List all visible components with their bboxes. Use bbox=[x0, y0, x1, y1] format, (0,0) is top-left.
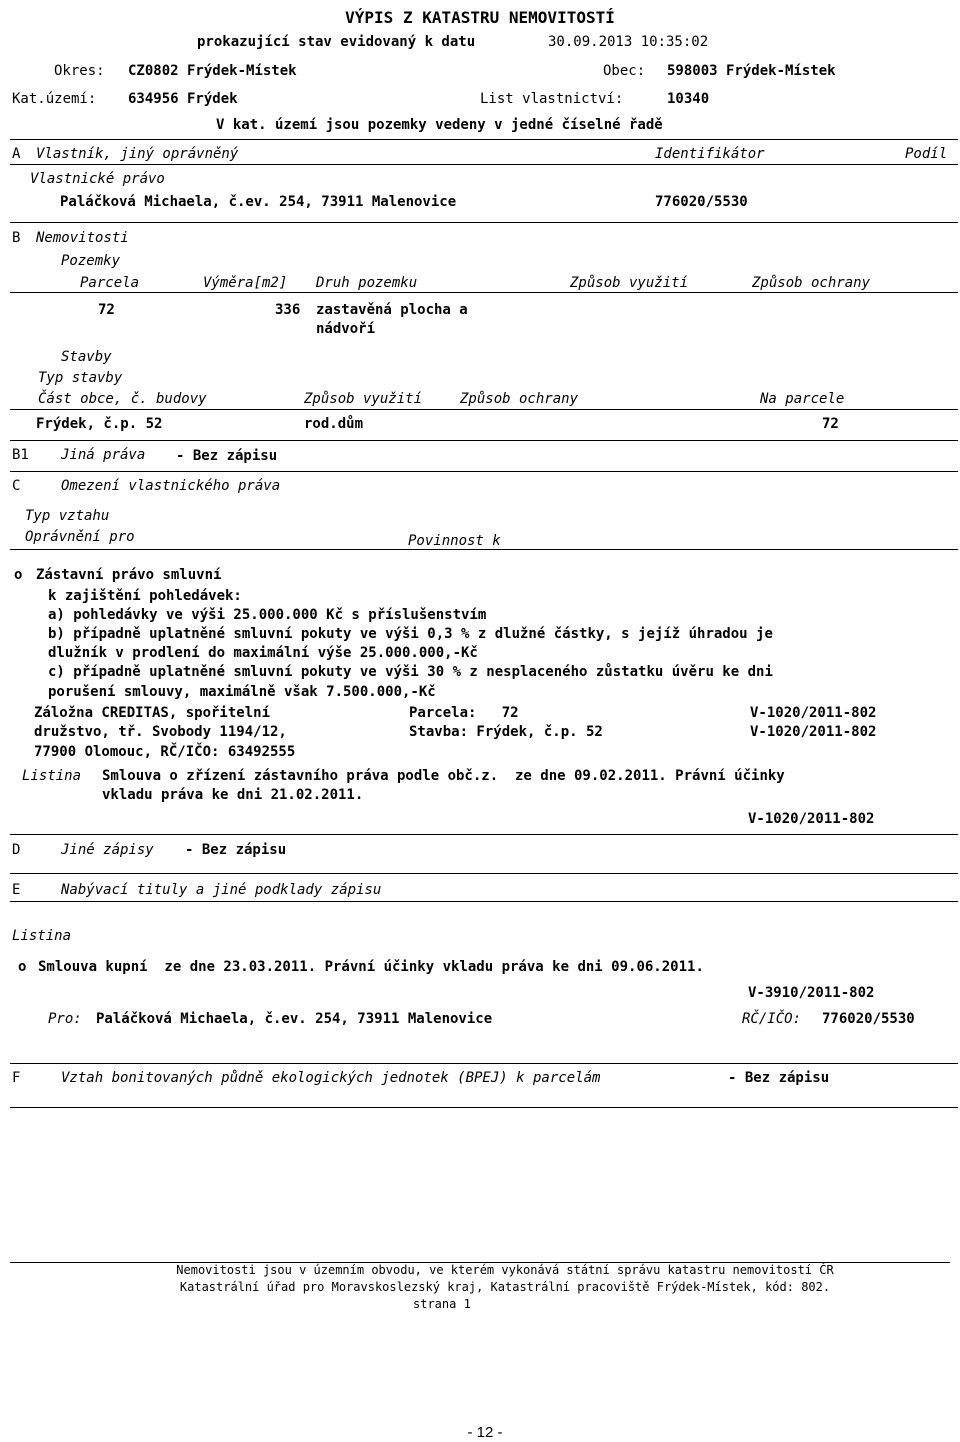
list-value: 10340 bbox=[667, 91, 710, 107]
pro-value: Paláčková Michaela, č.ev. 254, 73911 Malenovice bbox=[96, 1011, 493, 1027]
col-identifikator: Identifikátor bbox=[655, 146, 765, 162]
obec-label: Obec: bbox=[603, 63, 646, 79]
typ-stavby-label: Typ stavby bbox=[38, 370, 123, 386]
subtitle-prefix: prokazující stav evidovaný k datu bbox=[197, 34, 476, 50]
purchase-contract: Smlouva kupní ze dne 23.03.2011. Právní účinky vkladu práva ke dni 09.06.2011. bbox=[38, 959, 704, 975]
col-vymera: Výměra[m2] bbox=[203, 275, 288, 291]
col-stavba-vyuziti: Způsob využití bbox=[304, 391, 423, 407]
section-d-status: - Bez zápisu bbox=[185, 842, 287, 858]
divider bbox=[10, 549, 958, 550]
col-podil: Podíl bbox=[905, 146, 948, 162]
creditor: Záložna CREDITAS, spořitelní bbox=[34, 705, 271, 721]
col-opravneni: Oprávnění pro bbox=[25, 529, 135, 545]
katuzemi-label: Kat.území: bbox=[12, 91, 97, 107]
divider bbox=[10, 292, 958, 293]
divider bbox=[10, 1063, 958, 1064]
divider bbox=[10, 164, 958, 165]
rc-label: RČ/IČO: bbox=[742, 1011, 802, 1027]
section-b-letter: B bbox=[12, 230, 21, 246]
owner-name: Paláčková Michaela, č.ev. 254, 73911 Malenovice bbox=[60, 194, 457, 210]
col-druh: Druh pozemku bbox=[316, 275, 418, 291]
section-e-title: Nabývací tituly a jiné podklady zápisu bbox=[61, 882, 382, 898]
bullet-icon: o bbox=[18, 959, 27, 975]
col-povinnost: Povinnost k bbox=[408, 533, 501, 549]
section-f-title: Vztah bonitovaných půdně ekologických jednotek (BPEJ) k parcelám bbox=[61, 1070, 601, 1086]
section-e-letter: E bbox=[12, 882, 21, 898]
parcel-type: nádvoří bbox=[316, 321, 376, 337]
divider bbox=[10, 440, 958, 441]
section-f-status: - Bez zápisu bbox=[728, 1070, 830, 1086]
divider bbox=[10, 139, 958, 140]
col-parcela: Parcela bbox=[80, 275, 140, 291]
parcel-number: 72 bbox=[98, 302, 115, 318]
section-d-letter: D bbox=[12, 842, 21, 858]
section-b1-letter: B1 bbox=[12, 447, 29, 463]
purchase-reference: V-3910/2011-802 bbox=[748, 985, 875, 1001]
section-b-title: Nemovitosti bbox=[36, 230, 129, 246]
rc-value: 776020/5530 bbox=[822, 1011, 915, 1027]
col-stavba-ochrana: Způsob ochrany bbox=[460, 391, 579, 407]
parcel-area: 336 bbox=[275, 302, 301, 318]
page-number: - 12 - bbox=[467, 1424, 503, 1441]
listina-text: Smlouva o zřízení zástavního práva podle obč.z. ze dne 09.02.2011. Právní účinky bbox=[102, 768, 785, 784]
okres-label: Okres: bbox=[54, 63, 105, 79]
col-typ-vztahu: Typ vztahu bbox=[25, 508, 110, 524]
obec-value: 598003 Frýdek-Místek bbox=[667, 63, 836, 79]
creditor: 77900 Olomouc, RČ/IČO: 63492555 bbox=[34, 744, 296, 760]
lien-item-b: dlužník v prodlení do maximální výše 25.000.000,-Kč bbox=[48, 645, 478, 661]
divider bbox=[10, 901, 958, 902]
listina-label: Listina bbox=[22, 768, 82, 784]
listina-label: Listina bbox=[12, 928, 72, 944]
divider bbox=[10, 222, 958, 223]
building-address: Frýdek, č.p. 52 bbox=[36, 416, 163, 432]
cadastre-note: V kat. území jsou pozemky vedeny v jedné číselné řadě bbox=[216, 117, 663, 133]
reference-number: V-1020/2011-802 bbox=[750, 705, 877, 721]
section-a-title: Vlastník, jiný oprávněný bbox=[36, 146, 239, 162]
lien-item-b: b) případně uplatněné smluvní pokuty ve výši 0,3 % z dlužné částky, s jejíž úhradou je bbox=[48, 626, 773, 642]
okres-value: CZ0802 Frýdek-Místek bbox=[128, 63, 297, 79]
section-b1-title: Jiná práva bbox=[61, 447, 146, 463]
pozemky-label: Pozemky bbox=[61, 253, 121, 269]
bullet-icon: o bbox=[14, 567, 23, 583]
divider bbox=[10, 471, 958, 472]
col-na-parcele: Na parcele bbox=[760, 391, 845, 407]
report-date: 30.09.2013 10:35:02 bbox=[548, 34, 709, 50]
section-c-letter: C bbox=[12, 478, 21, 494]
vlastnicke-pravo-label: Vlastnické právo bbox=[30, 171, 165, 187]
owner-id: 776020/5530 bbox=[655, 194, 748, 210]
divider bbox=[10, 1107, 958, 1108]
reference-number: V-1020/2011-802 bbox=[750, 724, 877, 740]
listina-text: vkladu práva ke dni 21.02.2011. bbox=[102, 787, 364, 803]
building-parcel: 72 bbox=[822, 416, 839, 432]
footer-line: Katastrální úřad pro Moravskoslezský kraj, Katastrální pracoviště Frýdek-Místek, kód: 802. bbox=[179, 1280, 831, 1294]
katuzemi-value: 634956 Frýdek bbox=[128, 91, 238, 107]
col-cast-obce: Část obce, č. budovy bbox=[38, 391, 207, 407]
section-d-title: Jiné zápisy bbox=[61, 842, 154, 858]
section-f-letter: F bbox=[12, 1070, 21, 1086]
building-use: rod.dům bbox=[304, 416, 364, 432]
lien-item-c: c) případně uplatněné smluvní pokuty ve výši 30 % z nesplaceného zůstatku úvěru ke dni bbox=[48, 664, 773, 680]
creditor: družstvo, tř. Svobody 1194/12, bbox=[34, 724, 287, 740]
lien-title: Zástavní právo smluvní bbox=[36, 567, 222, 583]
section-c-title: Omezení vlastnického práva bbox=[61, 478, 281, 494]
obligation-parcel: Parcela: 72 bbox=[409, 705, 519, 721]
list-label: List vlastnictví: bbox=[480, 91, 624, 107]
col-vyuziti: Způsob využití bbox=[570, 275, 689, 291]
obligation-building: Stavba: Frýdek, č.p. 52 bbox=[409, 724, 603, 740]
page-label: strana 1 bbox=[413, 1297, 471, 1311]
divider bbox=[10, 409, 958, 410]
pro-label: Pro: bbox=[48, 1011, 82, 1027]
section-a-letter: A bbox=[12, 146, 21, 162]
footer-line: Nemovitosti jsou v územním obvodu, ve kterém vykonává státní správu katastru nemovitostí ČR bbox=[176, 1263, 834, 1277]
parcel-type: zastavěná plocha a bbox=[316, 302, 468, 318]
document-title: VÝPIS Z KATASTRU NEMOVITOSTÍ bbox=[345, 8, 615, 27]
divider bbox=[10, 834, 958, 835]
listina-reference: V-1020/2011-802 bbox=[748, 811, 875, 827]
col-ochrana: Způsob ochrany bbox=[752, 275, 871, 291]
stavby-label: Stavby bbox=[61, 349, 112, 365]
section-b1-status: - Bez zápisu bbox=[176, 448, 278, 464]
lien-subtitle: k zajištění pohledávek: bbox=[48, 588, 242, 604]
lien-item-c: porušení smlouvy, maximálně však 7.500.000,-Kč bbox=[48, 684, 436, 700]
lien-item-a: a) pohledávky ve výši 25.000.000 Kč s příslušenstvím bbox=[48, 607, 487, 623]
divider bbox=[10, 873, 958, 874]
